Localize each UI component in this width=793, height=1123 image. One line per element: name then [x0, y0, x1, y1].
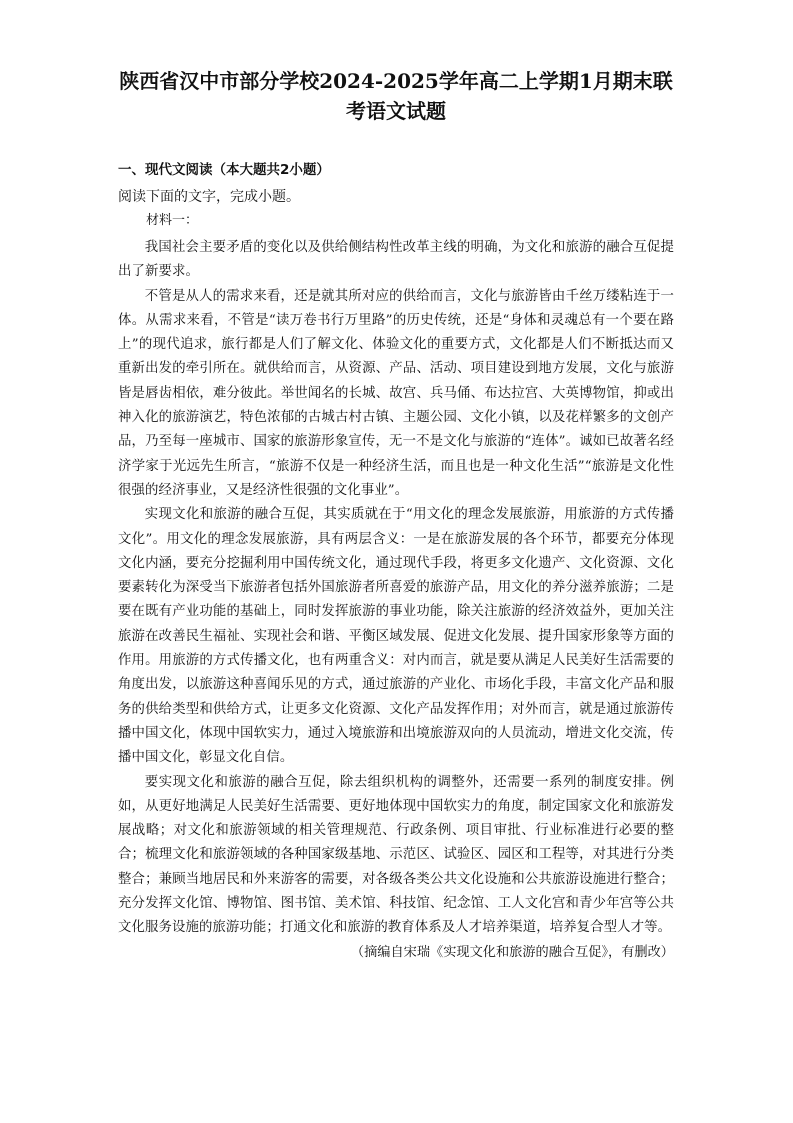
paragraph-3: 实现文化和旅游的融合互促，其实质就在于“用文化的理念发展旅游，用旅游的方式传播文化”。用文化的理念发展旅游，具有两层含义：一是在旅游发展的各个环节，都要充分体现文化内涵，要充分挖掘利用中国传统文化，通过现代手段，将更多文化遗产、文化资源、文化要素转化为深受当下旅游者包括外国旅游者所喜爱的旅游产品，用文化的养分滋养旅游；二是要在既有产业功能的基础上，同时发挥旅游的事业功能，除关注旅游的经济效益外，更加关注旅游在改善民生福祉、实现社会和谐、平衡区域发展、促进文化发展、提升国家形象等方面的作用。用旅游的方式传播文化，也有两重含义：对内而言，就是要从满足人民美好生活需要的角度出发，以旅游这种喜闻乐见的方式，通过旅游的产业化、市场化手段，丰富文化产品和服务的供给类型和供给方式，让更多文化资源、文化产品发挥作用；对外而言，就是通过旅游传播中国文化，体现中国软实力，通过入境旅游和出境旅游双向的人员流动，增进文化交流，传播中国文化，彰显文化自信。 — [118, 507, 674, 766]
source-citation: （摘编自宋瑞《实现文化和旅游的融合互促》，有删改） — [350, 944, 674, 960]
material-label: 材料一： — [146, 213, 199, 228]
paragraph-4: 要实现文化和旅游的融合互促，除去组织机构的调整外，还需要一系列的制度安排。例如，从更好地满足人民美好生活需要、更好地体现中国软实力的角度，制定国家文化和旅游发展战略；对文化和旅游领域的相关管理规范、行政条例、项目审批、行业标准进行必要的整合；梳理文化和旅游领域的各种国家级基地、示范区、试验区、园区和工程等，对其进行分类整合；兼顾当地居民和外来游客的需要，对各级各类公共文化设施和公共旅游设施进行整合；充分发挥文化馆、博物馆、图书馆、美术馆、科技馆、纪念馆、工人文化宫和青少年宫等公共文化服务设施的旅游功能；打通文化和旅游的教育体系及人才培养渠道，培养复合型人才等。 — [118, 774, 674, 936]
reading-instruction: 阅读下面的文字，完成小题。 — [118, 189, 300, 205]
section-heading: 一、现代文阅读（本大题共2小题） — [118, 162, 330, 178]
paragraph-2: 不管是从人的需求来看，还是就其所对应的供给而言，文化与旅游皆由千丝万缕粘连于一体。从需求来看，不管是“读万卷书行万里路”的历史传统，还是“身体和灵魂总有一个要在路上”的现代追求，旅行都是人们了解文化、体验文化的重要方式，文化都是人们不断抵达而又重新出发的牵引所在。就供给而言，从资源、产品、活动、项目建设到地方发展，文化与旅游皆是唇齿相依，难分彼此。举世闻名的长城、故宫、兵马俑、布达拉宫、大英博物馆，抑或出神入化的旅游演艺，特色浓郁的古城古村古镇、主题公园、文化小镇，以及花样繁多的文创产品，乃至每一座城市、国家的旅游形象宣传，无一不是文化与旅游的“连体”。诚如已故著名经济学家于光远先生所言，“旅游不仅是一种经济生活，而且也是一种文化生活”“旅游是文化性很强的经济事业，又是经济性很强的文化事业”。 — [118, 288, 674, 498]
paragraph-1: 我国社会主要矛盾的变化以及供给侧结构性改革主线的明确，为文化和旅游的融合互促提出了新要求。 — [118, 240, 674, 280]
document-title: 陕西省汉中市部分学校2024-2025学年高二上学期1月期末联考语文试题 — [119, 69, 673, 123]
